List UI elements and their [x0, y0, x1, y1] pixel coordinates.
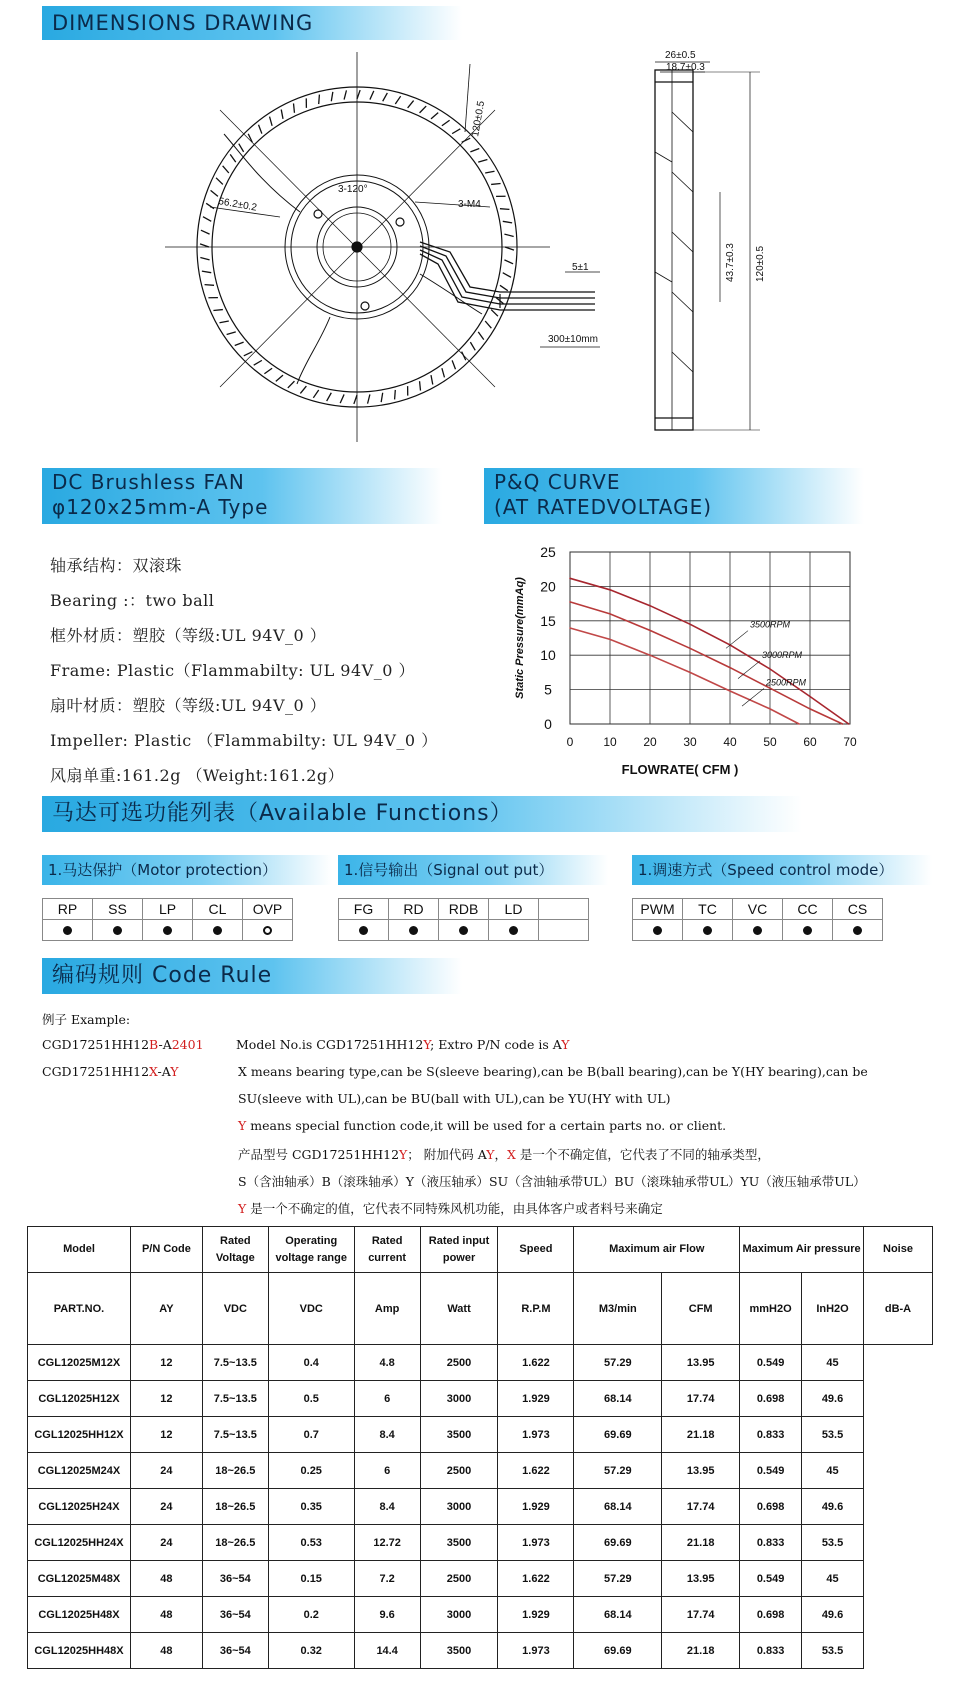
x-axis-label: FLOWRATE( CFM ): [621, 762, 739, 777]
func-mark: [243, 920, 293, 941]
code-rule-line-2: X means bearing type,can be S(sleeve bearing),can be B(ball bearing),can be Y(HY bearing),can be: [238, 1064, 868, 1079]
part-number-cell: CGL12025HH48X: [28, 1633, 131, 1669]
filled-dot-icon: [803, 926, 812, 935]
table-row: [28, 1345, 933, 1381]
section-code-rule-title: 编码规则 Code Rule: [42, 958, 462, 994]
ex1-mid: -A: [158, 1037, 172, 1052]
x-tick-label: 70: [843, 735, 857, 749]
table-cell: 21.18: [662, 1633, 740, 1669]
data-point: [729, 690, 731, 692]
func-mark: [193, 920, 243, 941]
table-cell: 0.35: [268, 1489, 354, 1525]
table-cell: 1.622: [498, 1453, 574, 1489]
spec-line-6: Impeller: Plastic （Flammabilty: UL 94V_0 ）: [50, 731, 438, 750]
table-cell: 8.4: [354, 1489, 420, 1525]
filled-dot-icon: [163, 926, 172, 935]
filled-dot-icon: [409, 926, 418, 935]
table-cell: 0.698: [740, 1597, 802, 1633]
table-cell: 45: [802, 1561, 864, 1597]
table-cell: 0.15: [268, 1561, 354, 1597]
filled-dot-icon: [653, 926, 662, 935]
func-mark: [439, 920, 489, 941]
spec-line-3: 框外材质：塑胶（等级:UL 94V_0 ）: [50, 626, 327, 645]
header-power: Rated input power: [420, 1227, 498, 1273]
data-point: [769, 668, 771, 670]
table-cell: 0.549: [740, 1561, 802, 1597]
table-cell: 3000: [420, 1381, 498, 1417]
dim-label-120-side: 120±0.5: [755, 245, 766, 282]
unit-cell: VDC: [268, 1273, 354, 1345]
data-point: [569, 601, 571, 603]
ex2-mid: -A: [157, 1064, 171, 1079]
x-tick-label: 20: [643, 735, 657, 749]
table-cell: 0.698: [740, 1489, 802, 1525]
filled-dot-icon: [853, 926, 862, 935]
table-cell: 17.74: [662, 1489, 740, 1525]
func-cell: OVP: [243, 899, 293, 920]
dim-label-300: 300±10mm: [548, 334, 598, 345]
table-cell: 1.622: [498, 1561, 574, 1597]
table-cell: 13.95: [662, 1345, 740, 1381]
header-current: Rated current: [354, 1227, 420, 1273]
part-number-cell: CGL12025M48X: [28, 1561, 131, 1597]
table-cell: 13.95: [662, 1453, 740, 1489]
header-speed: Speed: [498, 1227, 574, 1273]
table-row: [28, 1453, 933, 1489]
table-cell: 2500: [420, 1453, 498, 1489]
table-cell: 68.14: [574, 1489, 662, 1525]
func-cell: SS: [93, 899, 143, 920]
table-cell: 49.6: [802, 1489, 864, 1525]
table-cell: 0.53: [268, 1525, 354, 1561]
func-cell: RP: [43, 899, 93, 920]
table-cell: 0.32: [268, 1633, 354, 1669]
y-tick-label: 10: [540, 647, 556, 664]
table-cell: 7.5~13.5: [202, 1417, 268, 1453]
table-cell: 21.18: [662, 1525, 740, 1561]
pq-title-line1: P&Q CURVE: [494, 470, 621, 494]
part-number-cell: CGL12025H12X: [28, 1381, 131, 1417]
data-point: [729, 667, 731, 669]
table-header-row: [28, 1227, 933, 1273]
table-cell: 0.549: [740, 1345, 802, 1381]
table-cell: 0.2: [268, 1597, 354, 1633]
table-cell: 0.833: [740, 1525, 802, 1561]
function-table-signal-output: [338, 898, 589, 941]
table-cell: 7.2: [354, 1561, 420, 1597]
func-mark: [93, 920, 143, 941]
part-number-cell: CGL12025HH12X: [28, 1417, 131, 1453]
func-cell: CC: [783, 899, 833, 920]
table-cell: 48: [130, 1561, 202, 1597]
func-cell: CS: [833, 899, 883, 920]
table-row: [28, 1525, 933, 1561]
table-cell: 2500: [420, 1561, 498, 1597]
y-tick-label: 15: [540, 612, 556, 629]
line5-c: ，: [494, 1147, 508, 1162]
func-mark: [43, 920, 93, 941]
data-point: [649, 654, 651, 656]
table-cell: 2500: [420, 1345, 498, 1381]
table-row: [28, 1561, 933, 1597]
table-cell: 1.929: [498, 1489, 574, 1525]
table-cell: 0.4: [268, 1345, 354, 1381]
data-point: [809, 696, 811, 698]
data-point: [809, 708, 811, 710]
unit-cell: dB-A: [863, 1273, 932, 1345]
plot-area: [570, 552, 850, 724]
table-cell: 57.29: [574, 1561, 662, 1597]
fan-title-line2: φ120x25mm-A Type: [52, 495, 269, 519]
filled-dot-icon: [213, 926, 222, 935]
table-cell: 8.4: [354, 1417, 420, 1453]
y-tick-label: 0: [544, 716, 552, 732]
func-cell: LP: [143, 899, 193, 920]
unit-cell: Amp: [354, 1273, 420, 1345]
table-cell: 53.5: [802, 1417, 864, 1453]
data-point: [649, 605, 651, 607]
part-number-cell: CGL12025M24X: [28, 1453, 131, 1489]
func-mark: [143, 920, 193, 941]
table-cell: 53.5: [802, 1633, 864, 1669]
unit-cell: CFM: [662, 1273, 740, 1345]
table-cell: 0.7: [268, 1417, 354, 1453]
unit-cell: PART.NO.: [28, 1273, 131, 1345]
header-noise: Noise: [863, 1227, 932, 1273]
table-cell: 45: [802, 1345, 864, 1381]
spec-line-5: 扇叶材质：塑胶（等级:UL 94V_0 ）: [50, 696, 327, 715]
open-circle-icon: [263, 926, 272, 935]
table-cell: 3500: [420, 1633, 498, 1669]
func-mark: [489, 920, 539, 941]
data-point: [689, 672, 691, 674]
data-point: [569, 627, 571, 629]
filled-dot-icon: [509, 926, 518, 935]
x-tick-label: 60: [803, 735, 817, 749]
table-cell: 48: [130, 1597, 202, 1633]
func-mark: [833, 920, 883, 941]
func-cell: TC: [683, 899, 733, 920]
filled-dot-icon: [753, 926, 762, 935]
spec-line-1: 轴承结构：双滚珠: [50, 556, 183, 575]
table-cell: 3000: [420, 1489, 498, 1525]
dim-label-5: 5±1: [572, 262, 589, 273]
table-cell: 3000: [420, 1597, 498, 1633]
spec-table: [27, 1226, 933, 1669]
x-tick-label: 30: [683, 735, 697, 749]
code-rule-line-1: [236, 1037, 570, 1052]
func-cell: CL: [193, 899, 243, 920]
table-cell: 24: [130, 1453, 202, 1489]
code-rule-line-4: [238, 1118, 726, 1133]
table-row: [28, 1381, 933, 1417]
table-cell: 1.929: [498, 1381, 574, 1417]
x-tick-label: 10: [603, 735, 617, 749]
table-cell: 7.5~13.5: [202, 1345, 268, 1381]
table-cell: 36~54: [202, 1633, 268, 1669]
func-cell: FG: [339, 899, 389, 920]
data-point: [649, 630, 651, 632]
table-cell: 69.69: [574, 1525, 662, 1561]
data-point: [609, 639, 611, 641]
table-cell: 1.929: [498, 1597, 574, 1633]
unit-cell: mmH2O: [740, 1273, 802, 1345]
func-mark: [633, 920, 683, 941]
section-pq-title: [484, 468, 864, 524]
pq-title-line2: (AT RATEDVOLTAGE): [494, 495, 713, 519]
data-point: [609, 613, 611, 615]
series-label: 2500RPM: [766, 677, 807, 688]
table-row: [28, 1489, 933, 1525]
table-cell: 0.5: [268, 1381, 354, 1417]
table-cell: 49.6: [802, 1597, 864, 1633]
function-group-3-title: 1.调速方式（Speed control mode）: [632, 855, 932, 885]
function-group-2-title: 1.信号输出（Signal out put）: [338, 855, 608, 885]
func-mark: [783, 920, 833, 941]
pn-code-cell: AY: [130, 1273, 202, 1345]
unit-cell: R.P.M: [498, 1273, 574, 1345]
line5-a: 产品型号 CGD17251HH12: [238, 1147, 400, 1162]
table-cell: 1.973: [498, 1633, 574, 1669]
spec-line-7: 风扇单重:161.2g （Weight:161.2g）: [50, 766, 345, 785]
line7-text: 是一个不确定的值，它代表不同特殊风机功能，由具体客户或者料号来确定: [246, 1201, 663, 1216]
header-rated-voltage: Rated Voltage: [202, 1227, 268, 1273]
table-cell: 0.549: [740, 1453, 802, 1489]
ex2-red2: Y: [170, 1064, 179, 1079]
table-cell: 4.8: [354, 1345, 420, 1381]
unit-cell: M3/min: [574, 1273, 662, 1345]
table-cell: 6: [354, 1381, 420, 1417]
func-mark: [733, 920, 783, 941]
table-cell: 6: [354, 1453, 420, 1489]
line4-red: Y: [238, 1118, 247, 1133]
table-row: [28, 1417, 933, 1453]
part-number-cell: CGL12025M12X: [28, 1345, 131, 1381]
table-cell: 18~26.5: [202, 1453, 268, 1489]
line5-d: 是一个不确定值，它代表了不同的轴承类型，: [515, 1147, 770, 1162]
code-rule-example-label: 例子 Example:: [42, 1012, 131, 1027]
table-cell: 12.72: [354, 1525, 420, 1561]
data-point: [569, 577, 571, 579]
table-cell: 0.698: [740, 1381, 802, 1417]
table-cell: 12: [130, 1417, 202, 1453]
table-cell: 12: [130, 1345, 202, 1381]
ex1-base: CGD17251HH12: [42, 1037, 150, 1052]
unit-cell: InH2O: [802, 1273, 864, 1345]
table-cell: 68.14: [574, 1381, 662, 1417]
table-cell: 0.833: [740, 1417, 802, 1453]
header-pressure: Maximum Air pressure: [740, 1227, 864, 1273]
line5-red-3: X: [507, 1147, 516, 1162]
func-cell: VC: [733, 899, 783, 920]
y-tick-label: 20: [540, 578, 556, 595]
table-row: [28, 1633, 933, 1669]
unit-cell: VDC: [202, 1273, 268, 1345]
part-number-cell: CGL12025H24X: [28, 1489, 131, 1525]
spec-line-2: Bearing :：two ball: [50, 591, 215, 610]
ex1-red2: 2401: [171, 1037, 204, 1052]
data-point: [609, 589, 611, 591]
fan-title-line1: DC Brushless FAN: [52, 470, 245, 494]
header-operating: Operating voltage range: [268, 1227, 354, 1273]
x-tick-label: 40: [723, 735, 737, 749]
line5-red-1: Y: [399, 1147, 408, 1162]
data-point: [689, 648, 691, 650]
ex1-red1: B: [149, 1037, 159, 1052]
code-rule-line-3: SU(sleeve with UL),can be BU(ball with UL),can be YU(HY with UL): [238, 1091, 671, 1106]
line1-red-1: Y: [423, 1037, 431, 1052]
table-cell: 3500: [420, 1525, 498, 1561]
section-functions-title: 马达可选功能列表（Available Functions）: [42, 796, 802, 832]
func-cell: RD: [389, 899, 439, 920]
table-body: [28, 1345, 933, 1669]
y-tick-label: 5: [544, 681, 552, 698]
table-cell: 24: [130, 1525, 202, 1561]
func-cell: LD: [489, 899, 539, 920]
table-cell: 36~54: [202, 1597, 268, 1633]
table-cell: 57.29: [574, 1345, 662, 1381]
table-cell: 18~26.5: [202, 1489, 268, 1525]
code-rule-example-1: [42, 1037, 204, 1052]
y-tick-label: 25: [540, 544, 556, 560]
table-cell: 17.74: [662, 1381, 740, 1417]
dim-label-26: 26±0.5: [665, 50, 696, 61]
spec-line-4: Frame: Plastic（Flammabilty: UL 94V_0 ）: [50, 661, 415, 680]
data-point: [769, 708, 771, 710]
code-rule-line-7: [238, 1199, 663, 1217]
x-tick-label: 50: [763, 735, 777, 749]
func-cell: RDB: [439, 899, 489, 920]
header-model: Model: [28, 1227, 131, 1273]
line5-b: ； 附加代码 A: [407, 1147, 487, 1162]
section-dimensions-title: DIMENSIONS DRAWING: [42, 6, 462, 40]
func-cell: [539, 899, 589, 920]
dim-label-43: 43.7±0.3: [725, 243, 736, 282]
line5-red-2: Y: [486, 1147, 495, 1162]
table-cell: 49.6: [802, 1381, 864, 1417]
table-cell: 69.69: [574, 1633, 662, 1669]
header-pn: P/N Code: [130, 1227, 202, 1273]
table-cell: 12: [130, 1381, 202, 1417]
x-tick-label: 0: [566, 735, 574, 749]
func-cell: PWM: [633, 899, 683, 920]
func-mark: [339, 920, 389, 941]
func-mark: [389, 920, 439, 941]
line4-text: means special function code,it will be used for a certain parts no. or client.: [246, 1118, 727, 1133]
series-label: 3500RPM: [750, 619, 791, 630]
pq-curve-chart: [495, 540, 875, 790]
func-mark: [539, 920, 589, 941]
line1-b: ; Extro P/N code is A: [430, 1037, 562, 1052]
table-cell: 57.29: [574, 1453, 662, 1489]
table-row: [28, 1597, 933, 1633]
dim-label-120: 120±0.5: [470, 100, 488, 138]
code-rule-example-2: [42, 1064, 179, 1079]
series-label: 3000RPM: [762, 649, 803, 660]
table-cell: 13.95: [662, 1561, 740, 1597]
table-cell: 18~26.5: [202, 1525, 268, 1561]
dim-label-56: 56.2±0.2: [217, 196, 258, 214]
table-cell: 1.973: [498, 1525, 574, 1561]
line1-a: Model No.is CGD17251HH12: [236, 1037, 424, 1052]
y-axis-label: Static Pressure(mmAq): [514, 577, 526, 699]
unit-cell: Watt: [420, 1273, 498, 1345]
table-cell: 21.18: [662, 1417, 740, 1453]
data-point: [689, 623, 691, 625]
data-point: [798, 723, 800, 725]
table-cell: 7.5~13.5: [202, 1381, 268, 1417]
table-cell: 68.14: [574, 1597, 662, 1633]
filled-dot-icon: [359, 926, 368, 935]
filled-dot-icon: [703, 926, 712, 935]
line7-red: Y: [238, 1201, 247, 1216]
ex2-base: CGD17251HH12: [42, 1064, 150, 1079]
code-rule-line-5: [238, 1145, 770, 1163]
function-table-speed-control: [632, 898, 883, 941]
table-cell: 0.833: [740, 1633, 802, 1669]
data-point: [842, 723, 844, 725]
table-cell: 1.622: [498, 1345, 574, 1381]
table-cell: 1.973: [498, 1417, 574, 1453]
table-units-row: [28, 1273, 933, 1345]
table-cell: 48: [130, 1633, 202, 1669]
code-rule-line-6: S（含油轴承）B（滚珠轴承）Y（液压轴承）SU（含油轴承带UL）BU（滚珠轴承带UL）YU（液压轴承带UL）: [238, 1174, 866, 1189]
func-mark: [683, 920, 733, 941]
line1-red-2: Y: [561, 1037, 570, 1052]
filled-dot-icon: [63, 926, 72, 935]
table-cell: 3500: [420, 1417, 498, 1453]
function-group-1-title: 1.马达保护（Motor protection）: [42, 855, 332, 885]
section-fan-title: [42, 468, 442, 524]
part-number-cell: CGL12025H48X: [28, 1597, 131, 1633]
filled-dot-icon: [459, 926, 468, 935]
table-cell: 14.4: [354, 1633, 420, 1669]
table-cell: 69.69: [574, 1417, 662, 1453]
dim-label-3-120: 3-120°: [338, 184, 368, 195]
table-cell: 0.25: [268, 1453, 354, 1489]
table-cell: 24: [130, 1489, 202, 1525]
table-cell: 9.6: [354, 1597, 420, 1633]
data-point: [769, 687, 771, 689]
dimensions-drawing: [0, 42, 960, 462]
dim-label-18: 18.7±0.3: [666, 62, 705, 73]
filled-dot-icon: [113, 926, 122, 935]
header-airflow: Maximum air Flow: [574, 1227, 740, 1273]
ex2-red1: X: [149, 1064, 158, 1079]
function-table-motor-protection: [42, 898, 293, 941]
table-cell: 53.5: [802, 1525, 864, 1561]
dim-label-3m4: 3-M4: [458, 199, 481, 210]
data-point: [848, 723, 850, 725]
table-cell: 17.74: [662, 1597, 740, 1633]
table-cell: 45: [802, 1453, 864, 1489]
table-cell: 36~54: [202, 1561, 268, 1597]
part-number-cell: CGL12025HH24X: [28, 1525, 131, 1561]
